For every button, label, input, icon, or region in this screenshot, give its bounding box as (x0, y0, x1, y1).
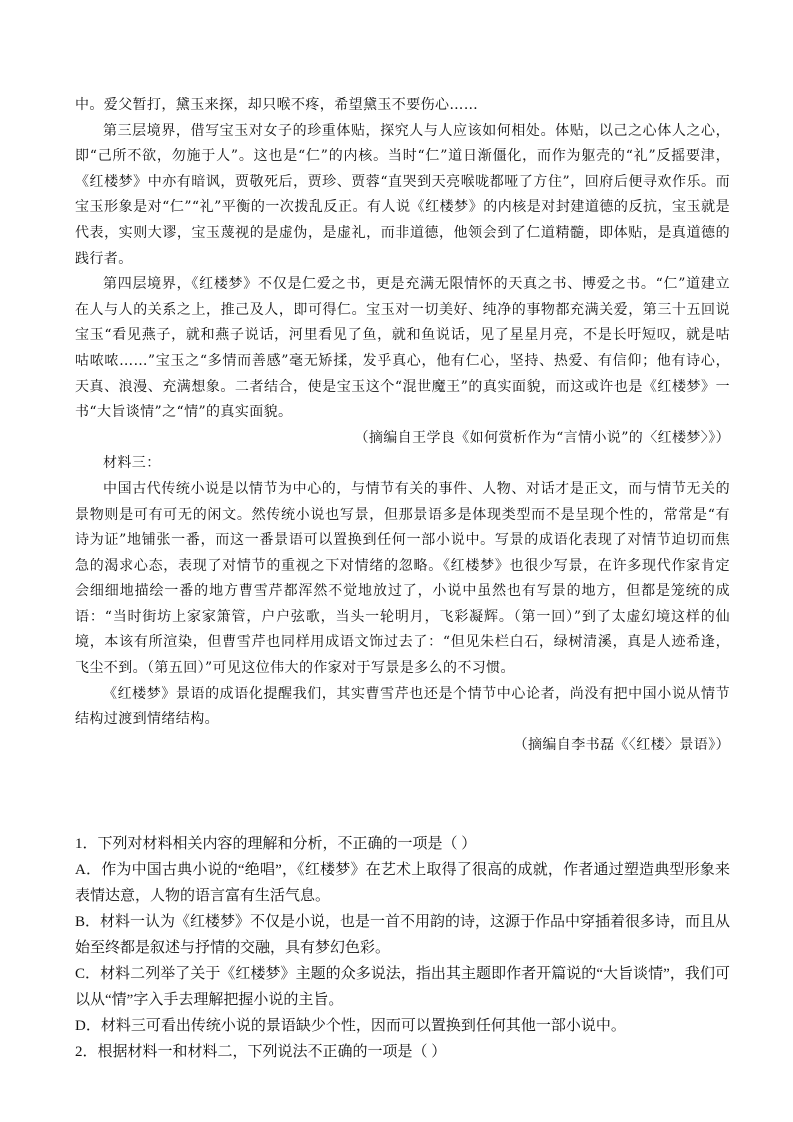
answer-option-b: B．材料一认为《红楼梦》不仅是小说，也是一首不用韵的诗，这源于作品中穿插着很多诗，而且从始至终都是叙述与抒情的交融，具有梦幻色彩。 (75, 914, 731, 956)
answer-option-c: C．材料二列举了关于《红楼梦》主题的众多说法，指出其主题即作者开篇说的“大旨谈情”，我们可以从“情”字入手去理解把握小说的主旨。 (75, 966, 730, 1008)
question-stem: 2．根据材料一和材料二，下列说法不正确的一项是（ ） (75, 1044, 447, 1060)
material-heading: 材料三： (103, 455, 161, 472)
source-citation: （摘编自王学良《如何赏析作为“言情小说”的〈红楼梦〉》） (354, 429, 730, 446)
reading-passage (75, 93, 730, 758)
answer-option-d: D．材料三可看出传统小说的景语缺少个性，因而可以置换到任何其他一部小说中。 (75, 1018, 626, 1034)
passage-paragraph: 《红楼梦》景语的成语化提醒我们，其实曹雪芹也还是个情节中心论者，尚没有把中国小说从情节结构过渡到情绪结构。 (75, 685, 730, 728)
answer-option-a: A．作为中国古典小说的“绝唱”，《红楼梦》在艺术上取得了很高的成就，作者通过塑造典型形象来表情达意，人物的语言富有生活气息。 (75, 862, 730, 904)
passage-paragraph: 第四层境界，《红楼梦》不仅是仁爱之书，更是充满无限情怀的天真之书、博爱之书。“仁”道建立在人与人的关系之上，推己及人，即可得仁。宝玉对一切美好、纯净的事物都充满关爱，第三十五回说宝玉“看见燕子，就和燕子说话，河里看见了鱼，就和鱼说话，见了星星月亮，不是长吁短叹，就是咕咕哝哝……”宝玉之“多情而善感”毫无矫揉，发乎真心，他有仁心，坚持、热爱、有信仰；他有诗心，天真、浪漫、充满想象。二者结合，使是宝玉这个“混世魔王”的真实面貌，而这或许也是《红楼梦》一书“大旨谈情”之“情”的真实面貌。 (75, 276, 730, 421)
source-citation: （摘编自李书磊《〈红楼〉景语》） (513, 736, 730, 753)
question-stem: 1．下列对材料相关内容的理解和分析，不正确的一项是（ ） (75, 836, 477, 852)
passage-paragraph: 中。爱父暂打，黛玉来探，却只喉不疼，希望黛玉不要伤心…… (75, 97, 479, 113)
question-section (75, 831, 730, 1065)
passage-paragraph: 第三层境界，借写宝玉对女子的珍重体贴，探究人与人应该如何相处。体贴，以己之心体人之心，即“己所不欲，勿施于人”。这也是“仁”的内核。当时“仁”道日渐僵化，而作为躯壳的“礼”反摇要津，《红楼梦》中亦有暗讽，贾敬死后，贾珍、贾蓉“直哭到天亮喉咙都哑了方住”，回府后便寻欢作乐。而宝玉形象是对“仁”“礼”平衡的一次拨乱反正。有人说《红楼梦》的内核是对封建道德的反抗，宝玉就是代表，实则大谬，宝玉蔑视的是虚伪，是虚礼，而非道德，他领会到了仁道精髓，即体贴，是真道德的践行者。 (75, 122, 730, 267)
passage-paragraph: 中国古代传统小说是以情节为中心的，与情节有关的事件、人物、对话才是正文，而与情节无关的景物则是可有可无的闲文。然传统小说也写景，但那景语多是体现类型而不是呈现个性的，常常是“有诗为证”地铺张一番，而这一番景语可以置换到任何一部小说中。写景的成语化表现了对情节迫切而焦急的渴求心态，表现了对情节的重视之下对情绪的忽略。《红楼梦》也很少写景，在许多现代作家肯定会细细地描绘一番的地方曹雪芹都浑然不觉地放过了，小说中虽然也有写景的地方，但都是笼统的成语：“当时街坊上家家箫管，户户弦歌，当头一轮明月，飞彩凝辉。（第一回）”到了太虚幻境这样的仙境，本该有所渲染，但曹雪芹也同样用成语文饰过去了：“但见朱栏白石，绿树清溪，真是人迹希逢，飞尘不到。（第五回）”可见这位伟大的作家对于写景是多么的不习惯。 (75, 480, 730, 677)
